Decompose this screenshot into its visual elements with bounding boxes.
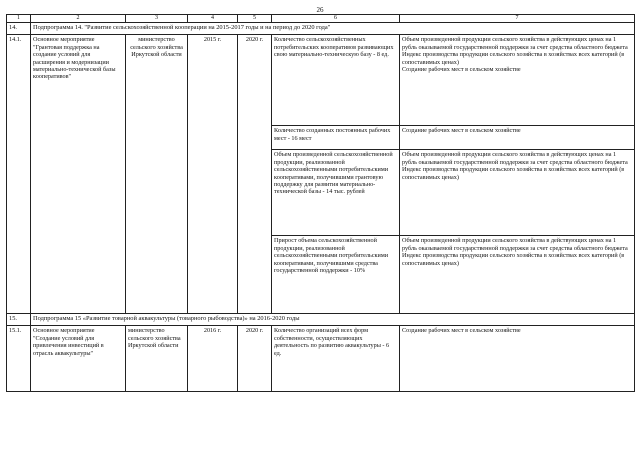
- measures-table: [6, 14, 635, 392]
- page-number: 26: [316, 6, 324, 14]
- indicator: Количество созданных постоянных рабочих мест - 16 мест: [272, 126, 400, 150]
- column-number-row: [7, 15, 635, 23]
- indicator: Объем произведенной сельскохозяйственной продукции, реализованной сельскохозяйственными потребительскими кооперативами, получившими грантовую поддержку для развития материально-технической базы - 14 тыс. рублей: [272, 150, 400, 236]
- col-num-3: 3: [126, 15, 188, 23]
- start-year: 2016 г.: [188, 326, 238, 392]
- effect: Объем произведенной продукции сельского хозяйства в действующих ценах на 1 рубль оказываемой государственной поддержки за счет средства областного бюджета Индекс производства продукции сельского хозяйства в хозяйствах всех категорий (в сопоставимых ценах): [400, 236, 635, 314]
- subprogram-14-title: Подпрограмма 14. "Развитие сельскохозяйственной кооперации на 2015-2017 годы и на период до 2020 года": [31, 23, 635, 35]
- subprogram-15-title: Подпрограмма 15 «Развитие товарной аквакультуры (товарного рыбоводства)» на 2016-2020 годы: [31, 314, 635, 326]
- col-num-6: 6: [272, 15, 400, 23]
- indicator: Прирост объема сельскохозяйственной продукции, реализованной сельскохозяйственными потребительскими кооперативами, получившими средства государственной поддержки - 10%: [272, 236, 400, 314]
- col-num-5: 5: [238, 15, 272, 23]
- effect: [400, 35, 635, 126]
- effect: Создание рабочих мест в сельском хозяйстве: [400, 326, 635, 392]
- row-number: 15.1.: [7, 326, 31, 392]
- subprogram-15-row: [7, 314, 635, 326]
- effect-text: Объем произведенной продукции сельского хозяйства в действующих ценах на 1 рубль оказываемой государственной поддержки за счет средства областного бюджета Индекс производства продукции сельского хозяйства в хозяйствах всех категорий (в сопоставимых ценах) Создание рабочих мест в сельском хозяйстве: [402, 36, 628, 73]
- executor: министерство сельского хозяйства Иркутской области: [126, 35, 188, 314]
- measure-name: Основное мероприятие "Создание условий для привлечения инвестиций в отрасль аквакультуры": [31, 326, 126, 392]
- col-num-7: 7: [400, 15, 635, 23]
- table-row: [7, 326, 635, 392]
- subprogram-15-number: 15.: [7, 314, 31, 326]
- effect: Создание рабочих мест в сельском хозяйстве: [400, 126, 635, 150]
- end-year: 2020 г.: [238, 326, 272, 392]
- subprogram-14-number: 14.: [7, 23, 31, 35]
- indicator: Количество организаций всех форм собственности, осуществляющих деятельность по развитию аквакультуры - 6 ед.: [272, 326, 400, 392]
- measure-name: Основное мероприятие "Грантовая поддержка на создание условий для расширения и модернизации материально-технической базы кооперативов": [31, 35, 126, 314]
- effect: Объем произведенной продукции сельского хозяйства в действующих ценах на 1 рубль оказываемой государственной поддержки за счет средства областного бюджета Индекс производства продукции сельского хозяйства в хозяйствах всех категорий (в сопоставимых ценах): [400, 150, 635, 236]
- col-num-2: 2: [31, 15, 126, 23]
- col-num-1: 1: [7, 15, 31, 23]
- col-num-4: 4: [188, 15, 238, 23]
- executor: министерство сельского хозяйства Иркутской области: [126, 326, 188, 392]
- row-number: 14.1.: [7, 35, 31, 314]
- start-year: 2015 г.: [188, 35, 238, 314]
- indicator: Количество сельскохозяйственных потребительских кооперативов развивающих свою материально-техническую базу - 8 ед.: [272, 35, 400, 126]
- end-year: 2020 г.: [238, 35, 272, 314]
- table-row: [7, 35, 635, 126]
- subprogram-14-row: [7, 23, 635, 35]
